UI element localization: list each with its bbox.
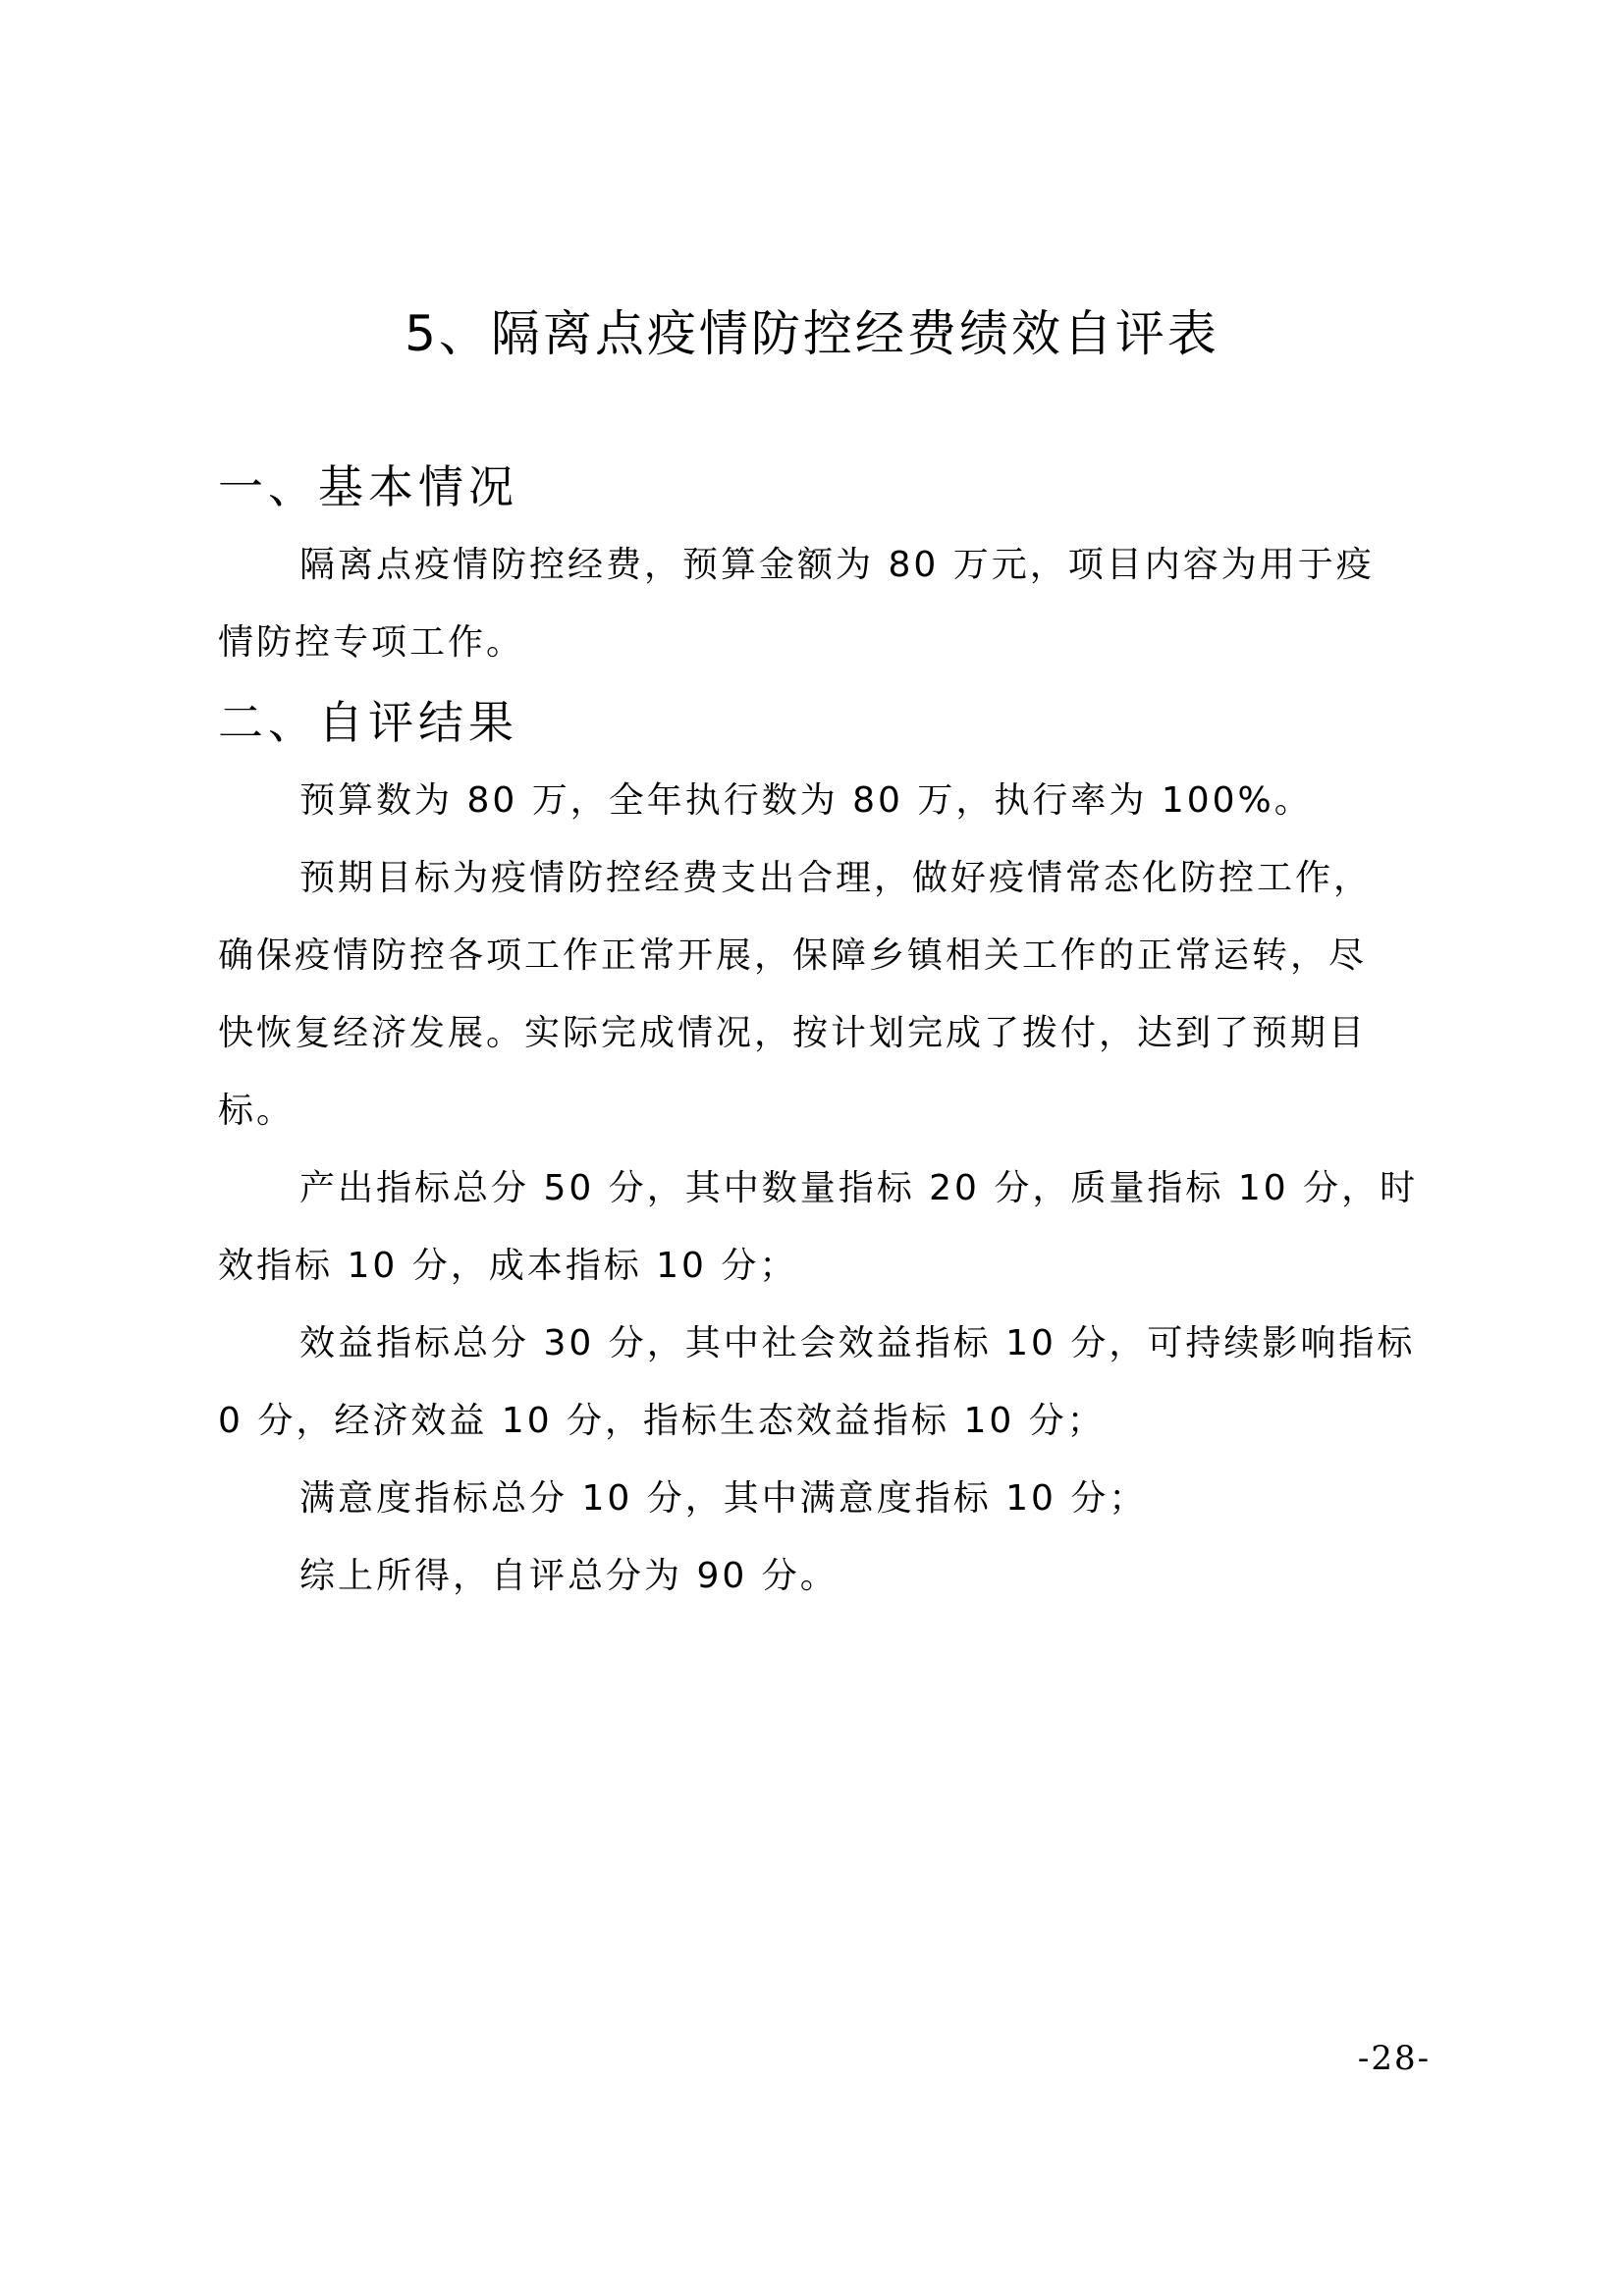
- paragraph-line: 效指标 10 分，成本指标 10 分；: [218, 1246, 798, 1286]
- paragraph-line: 效益指标总分 30 分，其中社会效益指标 10 分，可持续影响指标: [299, 1323, 1416, 1363]
- section-heading-basic-info: 一、基本情况: [218, 460, 518, 513]
- paragraph-line: 标。: [218, 1091, 296, 1131]
- paragraph-line: 预算数为 80 万，全年执行数为 80 万，执行率为 100%。: [299, 780, 1313, 821]
- section-heading-self-evaluation: 二、自评结果: [218, 696, 518, 749]
- paragraph-line: 情防控专项工作。: [218, 622, 525, 663]
- page-number: -28-: [1357, 2039, 1432, 2078]
- paragraph-line: 隔离点疫情防控经费，预算金额为 80 万元，项目内容为用于疫: [299, 545, 1375, 585]
- paragraph-line: 产出指标总分 50 分，其中数量指标 20 分，质量指标 10 分，时: [299, 1168, 1419, 1208]
- paragraph-line: 快恢复经济发展。实际完成情况，按计划完成了拨付，达到了预期目: [218, 1013, 1368, 1053]
- paragraph-line: 预期目标为疫情防控经费支出合理，做好疫情常态化防控工作，: [299, 858, 1373, 898]
- paragraph-line: 满意度指标总分 10 分，其中满意度指标 10 分；: [299, 1478, 1148, 1519]
- paragraph-line: 确保疫情防控各项工作正常开展，保障乡镇相关工作的正常运转，尽: [218, 935, 1368, 976]
- paragraph-line: 综上所得，自评总分为 90 分。: [299, 1556, 839, 1596]
- page-title: 5、隔离点疫情防控经费绩效自评表: [405, 305, 1219, 362]
- paragraph-line: 0 分，经济效益 10 分，指标生态效益指标 10 分；: [218, 1401, 1106, 1441]
